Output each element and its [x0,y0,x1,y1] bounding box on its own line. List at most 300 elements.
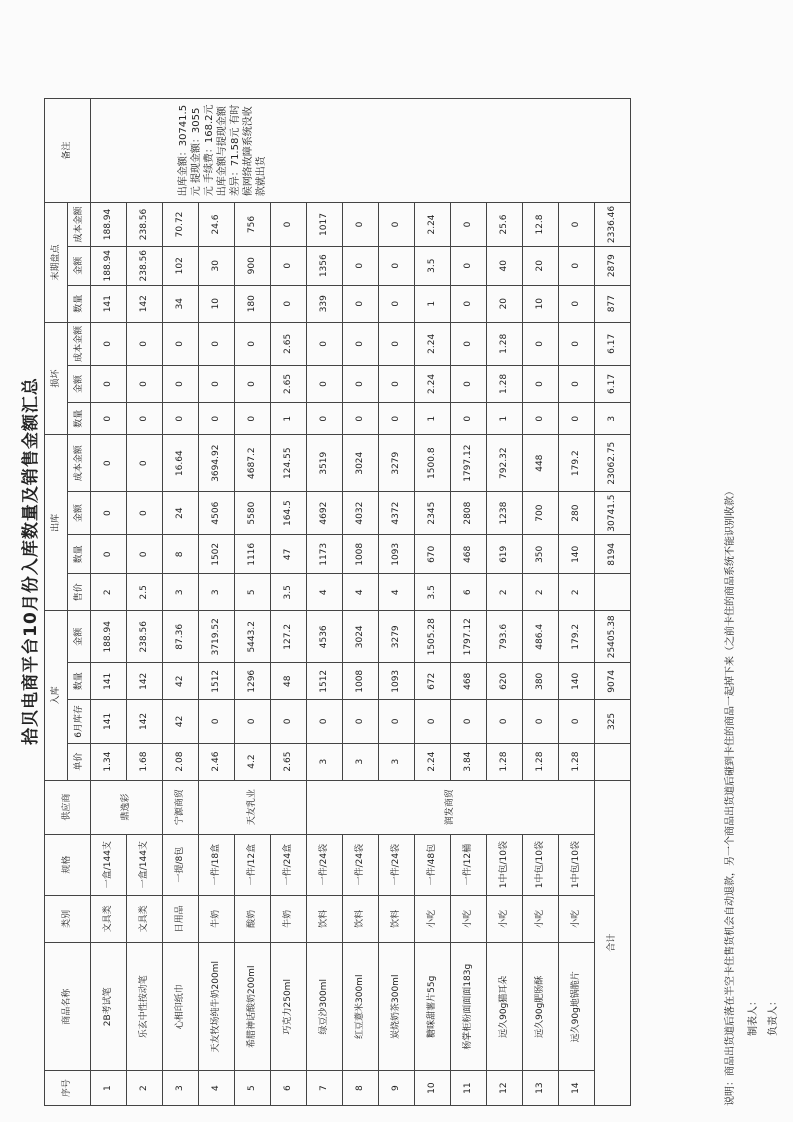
cell-unit-price: 1.34 [91,743,127,780]
cell-spec: 一件/12盒 [235,834,271,895]
cell-name: 糖咪甜薯片55g [415,943,451,1071]
col-remark: 备注 [45,99,91,203]
cell-june-stock: 0 [235,700,271,743]
cell-sale-price: 3 [163,574,199,611]
cell-spec: 1中包/10袋 [523,834,559,895]
cell-in-qty: 48 [271,663,307,700]
cell-seq: 8 [343,1071,379,1106]
table-row [523,99,559,1106]
cell-seq: 4 [199,1071,235,1106]
cell-end-amount: 20 [523,246,559,285]
cell-end-amount: 1356 [307,246,343,285]
cell-loss-amount: 0 [343,366,379,403]
cell-seq: 14 [559,1071,595,1106]
cell-end-cost: 25.6 [487,203,523,246]
cell-loss-amount: 0 [307,366,343,403]
col-end-qty: 数量 [68,285,91,322]
cell-end-cost: 238.56 [127,203,163,246]
cell-end-amount: 0 [343,246,379,285]
cell-out-qty: 1116 [235,535,271,574]
cell-seq: 7 [307,1071,343,1106]
cell-end-qty: 0 [451,285,487,322]
supplier-cell: 天友乳业 [199,780,307,834]
table-row [415,99,451,1106]
cell-spec: 1中包/10袋 [487,834,523,895]
col-in-qty: 数量 [68,663,91,700]
cell-end-amount: 0 [451,246,487,285]
col-category: 类别 [45,895,91,943]
cell-end-qty: 339 [307,285,343,322]
cell-category: 文具类 [127,895,163,943]
cell-unit-price: 2.24 [415,743,451,780]
table-body [91,99,631,1106]
cell-loss-qty: 0 [559,402,595,435]
cell-name: 乐玄中性按动笔 [127,943,163,1071]
cell-loss-cost: 0 [127,322,163,365]
cell-june-stock: 0 [199,700,235,743]
cell-loss-amount: 0 [235,366,271,403]
total-row [595,99,631,1106]
cell-sale-price: 2.5 [127,574,163,611]
cell-out-qty: 619 [487,535,523,574]
cell-end-amount: 102 [163,246,199,285]
cell-category: 小吃 [451,895,487,943]
cell-seq: 12 [487,1071,523,1106]
cell-end-cost: 12.8 [523,203,559,246]
total-out-cost: 23062.75 [595,435,631,491]
cell-seq: 10 [415,1071,451,1106]
remark-cell: 出库金额：30741.5元 提现金额：3055元 手续费：168.2元 出库金额与提现金额差异：71.58元 有时候网络故障系统没收款就出货 [91,99,631,203]
cell-in-qty: 620 [487,663,523,700]
cell-out-qty: 8 [163,535,199,574]
cell-out-qty: 0 [91,535,127,574]
cell-end-amount: 0 [271,246,307,285]
cell-out-cost: 0 [91,435,127,491]
cell-loss-qty: 0 [91,402,127,435]
cell-end-cost: 24.6 [199,203,235,246]
cell-in-qty: 1512 [199,663,235,700]
cell-end-qty: 10 [523,285,559,322]
cell-seq: 6 [271,1071,307,1106]
cell-category: 牛奶 [271,895,307,943]
cell-sale-price: 4 [379,574,415,611]
table-row [451,99,487,1106]
cell-out-cost: 3519 [307,435,343,491]
cell-loss-qty: 0 [343,402,379,435]
maker-signature-label: 制表人： [748,996,759,1036]
cell-loss-amount: 0 [199,366,235,403]
cell-out-amount: 700 [523,491,559,534]
cell-out-amount: 4372 [379,491,415,534]
total-end-qty: 877 [595,285,631,322]
col-name: 商品名称 [45,943,91,1071]
cell-name: 绿豆沙300ml [307,943,343,1071]
cell-category: 酸奶 [235,895,271,943]
cell-june-stock: 0 [415,700,451,743]
total-loss-cost: 6.17 [595,322,631,365]
cell-sale-price: 5 [235,574,271,611]
table-row [163,99,199,1106]
cell-loss-qty: 0 [199,402,235,435]
cell-unit-price: 3 [307,743,343,780]
cell-spec: 一件/24袋 [307,834,343,895]
cell-loss-cost: 2.65 [271,322,307,365]
cell-end-amount: 30 [199,246,235,285]
cell-out-qty: 0 [127,535,163,574]
cell-out-cost: 1500.8 [415,435,451,491]
cell-sale-price: 3.5 [415,574,451,611]
col-june-stock: 6月库存 [68,700,91,743]
cell-loss-amount: 2.24 [415,366,451,403]
cell-loss-cost: 0 [451,322,487,365]
cell-in-qty: 672 [415,663,451,700]
cell-unit-price: 3.84 [451,743,487,780]
cell-in-amount: 3024 [343,611,379,663]
cell-june-stock: 141 [91,700,127,743]
cell-loss-amount: 0 [379,366,415,403]
cell-in-amount: 238.56 [127,611,163,663]
cell-loss-amount: 2.65 [271,366,307,403]
cell-spec: 一件/24袋 [379,834,415,895]
cell-end-qty: 34 [163,285,199,322]
cell-out-amount: 164.5 [271,491,307,534]
cell-loss-qty: 0 [307,402,343,435]
col-out-amount: 金额 [68,491,91,534]
table-row [559,99,595,1106]
cell-loss-cost: 0 [559,322,595,365]
cell-loss-cost: 0 [91,322,127,365]
col-supplier: 供应商 [45,780,91,834]
cell-in-qty: 42 [163,663,199,700]
cell-loss-qty: 0 [523,402,559,435]
col-loss-amount: 金额 [68,366,91,403]
group-loss: 损坏 [45,322,68,435]
cell-category: 日用品 [163,895,199,943]
cell-out-cost: 448 [523,435,559,491]
cell-spec: 一件/24盒 [271,834,307,895]
cell-june-stock: 0 [307,700,343,743]
cell-category: 饮料 [379,895,415,943]
cell-in-amount: 1797.12 [451,611,487,663]
col-unit-price: 单价 [68,743,91,780]
cell-in-qty: 142 [127,663,163,700]
cell-in-amount: 87.36 [163,611,199,663]
cell-loss-cost: 2.24 [415,322,451,365]
cell-category: 小吃 [559,895,595,943]
cell-out-amount: 5580 [235,491,271,534]
cell-in-amount: 179.2 [559,611,595,663]
cell-loss-qty: 0 [163,402,199,435]
cell-loss-qty: 0 [127,402,163,435]
cell-name: 天友牧场纯牛奶200ml [199,943,235,1071]
cell-sale-price: 3 [199,574,235,611]
cell-out-qty: 1093 [379,535,415,574]
total-loss-qty: 3 [595,402,631,435]
total-end-cost: 2336.46 [595,203,631,246]
cell-sale-price: 2 [487,574,523,611]
cell-seq: 9 [379,1071,415,1106]
cell-out-amount: 4506 [199,491,235,534]
cell-end-amount: 0 [379,246,415,285]
cell-end-cost: 188.94 [91,203,127,246]
cell-unit-price: 3 [379,743,415,780]
summary-sheet [16,16,779,1106]
cell-end-qty: 20 [487,285,523,322]
cell-sale-price: 4 [307,574,343,611]
cell-loss-cost: 0 [523,322,559,365]
table-row [307,99,343,1106]
cell-sale-price: 6 [451,574,487,611]
table-row [235,99,271,1106]
cell-end-qty: 0 [379,285,415,322]
cell-spec: 一盒/144支 [127,834,163,895]
table-header [45,99,91,1106]
cell-june-stock: 0 [379,700,415,743]
total-empty [595,574,631,611]
cell-in-qty: 141 [91,663,127,700]
cell-end-qty: 10 [199,285,235,322]
col-in-amount: 金额 [68,611,91,663]
cell-category: 小吃 [523,895,559,943]
cell-spec: 一件/18盒 [199,834,235,895]
table-row [379,99,415,1106]
cell-end-amount: 0 [559,246,595,285]
cell-out-cost: 792.32 [487,435,523,491]
page-title: 拾贝电商平台10月份入库数量及销售金额汇总 [21,377,41,745]
cell-spec: 一件/48包 [415,834,451,895]
cell-end-cost: 0 [343,203,379,246]
cell-out-amount: 0 [91,491,127,534]
cell-end-amount: 188.94 [91,246,127,285]
cell-category: 小吃 [487,895,523,943]
cell-end-qty: 0 [271,285,307,322]
cell-loss-amount: 0 [91,366,127,403]
supplier-cell: 鼎逸彩 [91,780,163,834]
cell-out-cost: 3024 [343,435,379,491]
cell-out-amount: 24 [163,491,199,534]
cell-in-amount: 3719.52 [199,611,235,663]
cell-name: 远久90g猫耳朵 [487,943,523,1071]
col-spec: 规格 [45,834,91,895]
cell-sale-price: 2 [91,574,127,611]
cell-seq: 5 [235,1071,271,1106]
cell-loss-cost: 0 [307,322,343,365]
cell-in-amount: 127.2 [271,611,307,663]
cell-unit-price: 1.28 [559,743,595,780]
cell-out-cost: 3279 [379,435,415,491]
cell-out-cost: 124.55 [271,435,307,491]
col-out-qty: 数量 [68,535,91,574]
cell-loss-qty: 1 [415,402,451,435]
inventory-sales-table [44,98,631,1106]
cell-end-qty: 141 [91,285,127,322]
cell-end-cost: 0 [379,203,415,246]
cell-out-amount: 1238 [487,491,523,534]
cell-unit-price: 1.28 [487,743,523,780]
cell-spec: 1中包/10袋 [559,834,595,895]
cell-end-qty: 142 [127,285,163,322]
col-seq: 序号 [45,1071,91,1106]
cell-loss-cost: 0 [163,322,199,365]
cell-sale-price: 2 [523,574,559,611]
total-end-amount: 2879 [595,246,631,285]
cell-out-cost: 3694.92 [199,435,235,491]
cell-spec: 一件/12桶 [451,834,487,895]
cell-sale-price: 4 [343,574,379,611]
cell-in-qty: 140 [559,663,595,700]
cell-name: 远久90g地锅脆片 [559,943,595,1071]
cell-out-cost: 179.2 [559,435,595,491]
cell-spec: 一提/8包 [163,834,199,895]
cell-in-amount: 3279 [379,611,415,663]
cell-unit-price: 1.28 [523,743,559,780]
cell-spec: 一盒/144支 [91,834,127,895]
table-row [487,99,523,1106]
total-june-stock: 325 [595,700,631,743]
cell-end-qty: 0 [559,285,595,322]
cell-loss-amount: 0 [451,366,487,403]
cell-loss-qty: 1 [271,402,307,435]
cell-end-cost: 70.72 [163,203,199,246]
cell-end-cost: 756 [235,203,271,246]
table-row [199,99,235,1106]
cell-unit-price: 1.68 [127,743,163,780]
cell-unit-price: 2.65 [271,743,307,780]
cell-out-qty: 47 [271,535,307,574]
total-loss-amount: 6.17 [595,366,631,403]
cell-loss-cost: 0 [343,322,379,365]
cell-loss-cost: 1.28 [487,322,523,365]
cell-unit-price: 2.08 [163,743,199,780]
cell-june-stock: 0 [343,700,379,743]
header-row-1 [45,99,68,1106]
cell-end-amount: 900 [235,246,271,285]
cell-in-amount: 188.94 [91,611,127,663]
cell-out-amount: 4032 [343,491,379,534]
cell-name: 巧克力250ml [271,943,307,1071]
cell-unit-price: 2.46 [199,743,235,780]
cell-name: 希腊神话酸奶200ml [235,943,271,1071]
total-empty [595,743,631,780]
cell-end-amount: 238.56 [127,246,163,285]
cell-june-stock: 0 [523,700,559,743]
cell-end-cost: 2.24 [415,203,451,246]
cell-end-cost: 0 [451,203,487,246]
cell-out-cost: 4687.2 [235,435,271,491]
cell-loss-amount: 0 [127,366,163,403]
total-in-amount: 25405.38 [595,611,631,663]
col-loss-cost: 成本金额 [68,322,91,365]
cell-end-cost: 0 [271,203,307,246]
cell-out-qty: 140 [559,535,595,574]
cell-spec: 一件/24袋 [343,834,379,895]
cell-name: 杨掌柜粉面面面183g [451,943,487,1071]
cell-june-stock: 0 [451,700,487,743]
cell-out-qty: 350 [523,535,559,574]
cell-seq: 2 [127,1071,163,1106]
cell-seq: 11 [451,1071,487,1106]
group-inbound: 入库 [45,611,68,780]
cell-unit-price: 3 [343,743,379,780]
cell-name: 心相印纸巾 [163,943,199,1071]
cell-name: 炭烧奶茶300ml [379,943,415,1071]
cell-name: 2B考试笔 [91,943,127,1071]
cell-unit-price: 4.2 [235,743,271,780]
cell-in-qty: 468 [451,663,487,700]
cell-out-qty: 468 [451,535,487,574]
col-loss-qty: 数量 [68,402,91,435]
cell-end-amount: 3.5 [415,246,451,285]
total-out-qty: 8194 [595,535,631,574]
total-in-qty: 9074 [595,663,631,700]
cell-end-cost: 0 [559,203,595,246]
cell-june-stock: 0 [271,700,307,743]
cell-in-qty: 1296 [235,663,271,700]
cell-in-amount: 486.4 [523,611,559,663]
cell-out-qty: 1502 [199,535,235,574]
cell-name: 远久90g肥肠酥 [523,943,559,1071]
cell-loss-amount: 1.28 [487,366,523,403]
cell-out-cost: 16.64 [163,435,199,491]
cell-category: 饮料 [343,895,379,943]
cell-in-qty: 1008 [343,663,379,700]
cell-seq: 3 [163,1071,199,1106]
group-outbound: 出库 [45,435,68,611]
cell-june-stock: 42 [163,700,199,743]
cell-loss-qty: 0 [451,402,487,435]
group-ending: 末期盘点 [45,203,68,322]
cell-seq: 1 [91,1071,127,1106]
cell-category: 小吃 [415,895,451,943]
cell-category: 牛奶 [199,895,235,943]
total-label: 合计 [595,780,631,1105]
cell-name: 红豆薏米300ml [343,943,379,1071]
cell-in-amount: 793.6 [487,611,523,663]
cell-loss-qty: 1 [487,402,523,435]
owner-signature-label: 负责人： [768,996,779,1036]
col-end-amount: 金额 [68,246,91,285]
table-row [127,99,163,1106]
cell-end-cost: 1017 [307,203,343,246]
cell-end-qty: 1 [415,285,451,322]
cell-out-cost: 0 [127,435,163,491]
table-row [271,99,307,1106]
cell-out-qty: 670 [415,535,451,574]
cell-loss-cost: 0 [235,322,271,365]
cell-out-qty: 1008 [343,535,379,574]
cell-in-qty: 1512 [307,663,343,700]
cell-june-stock: 0 [487,700,523,743]
cell-sale-price: 3.5 [271,574,307,611]
cell-loss-qty: 0 [235,402,271,435]
cell-loss-cost: 0 [199,322,235,365]
supplier-cell: 润发商贸 [307,780,595,834]
cell-in-qty: 380 [523,663,559,700]
cell-out-qty: 1173 [307,535,343,574]
cell-june-stock: 142 [127,700,163,743]
cell-out-amount: 4692 [307,491,343,534]
cell-in-amount: 4536 [307,611,343,663]
cell-june-stock: 0 [559,700,595,743]
cell-loss-cost: 0 [379,322,415,365]
cell-category: 文具类 [91,895,127,943]
cell-end-qty: 0 [343,285,379,322]
cell-loss-amount: 0 [523,366,559,403]
cell-out-amount: 2808 [451,491,487,534]
table-row [91,99,127,1106]
cell-seq: 13 [523,1071,559,1106]
cell-loss-amount: 0 [559,366,595,403]
